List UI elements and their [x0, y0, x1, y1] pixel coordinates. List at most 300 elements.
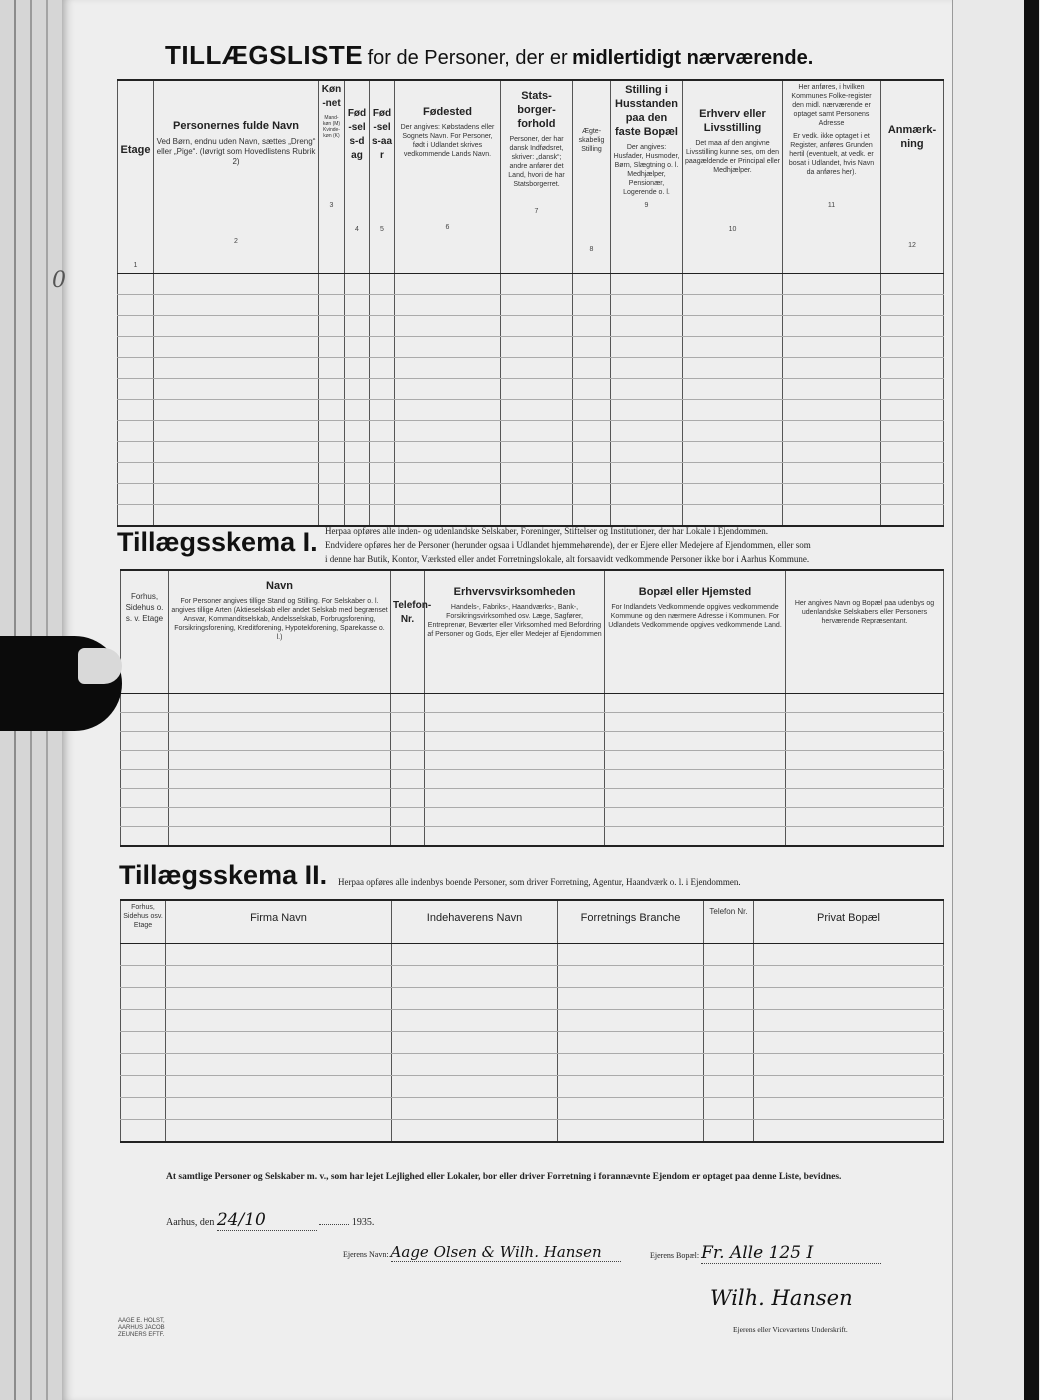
empty-cell [395, 484, 501, 505]
table-row [118, 484, 944, 505]
empty-cell [573, 379, 611, 400]
empty-cell [754, 1032, 944, 1054]
empty-cell [605, 827, 786, 847]
empty-cell [370, 316, 395, 337]
empty-cell [501, 358, 573, 379]
empty-cell [425, 770, 605, 789]
owner-label: Ejerens Navn: [343, 1250, 389, 1259]
empty-cell [783, 484, 881, 505]
empty-cell [754, 1076, 944, 1098]
empty-cell [370, 463, 395, 484]
empty-cell [345, 337, 370, 358]
empty-cell [573, 505, 611, 527]
col-etage-s3: Forhus, Sidehus osv. Etage [121, 900, 166, 944]
empty-cell [154, 505, 319, 527]
empty-cell [611, 295, 683, 316]
empty-cell [783, 400, 881, 421]
binding-shadow [1024, 0, 1039, 1400]
empty-cell [118, 295, 154, 316]
table-row [121, 1032, 944, 1054]
empty-cell [611, 421, 683, 442]
section2-intro: Herpaa opføres alle inden- og udenlandske Selskaber, Foreninger, Stiftelser og Institutioner, der har Lokale i Ejendommen. Endvidere opføres her de Personer (herunder ogsaa i Udlandet hjemmehørende), der er Ejere eller Medejere af Ejendommen, eller som i denne har Butik, Kontor, Værksted eller andet Forretningslokale, alt forsaavidt vedkommende Personer ikke bor i Aarhus Kommune. [325, 526, 811, 564]
section1-table [117, 79, 944, 527]
empty-cell [501, 463, 573, 484]
empty-cell [754, 966, 944, 988]
empty-cell [345, 295, 370, 316]
declaration-text: At samtlige Personer og Selskaber m. v., som har lejet Lejlighed eller Lokaler, bor eller driver Forretning i forannævnte Ejendom er optaget paa denne Liste, bevidnes. [166, 1172, 842, 1182]
empty-cell [501, 400, 573, 421]
empty-cell [573, 484, 611, 505]
empty-cell [370, 358, 395, 379]
empty-cell [881, 442, 944, 463]
empty-cell [395, 358, 501, 379]
empty-cell [786, 789, 944, 808]
empty-cell [121, 1076, 166, 1098]
empty-cell [392, 988, 558, 1010]
scanner-thumbnail-highlight [78, 648, 122, 684]
empty-cell [605, 694, 786, 713]
empty-cell [611, 358, 683, 379]
empty-cell [786, 808, 944, 827]
empty-cell [121, 1054, 166, 1076]
empty-cell [166, 944, 392, 966]
empty-cell [754, 1010, 944, 1032]
empty-cell [118, 505, 154, 527]
empty-cell [169, 713, 391, 732]
empty-cell [704, 1032, 754, 1054]
empty-cell [370, 379, 395, 400]
section1-title: TILLÆGSLISTE for de Personer, der er midlertidigt nærværende. [165, 40, 814, 70]
empty-cell [166, 1098, 392, 1120]
empty-cell [558, 966, 704, 988]
col-indehaver: Indehaverens Navn [392, 900, 558, 944]
empty-cell [558, 1120, 704, 1143]
table-row [121, 1120, 944, 1143]
empty-cell [704, 988, 754, 1010]
empty-cell [704, 1076, 754, 1098]
table-row [121, 1054, 944, 1076]
signature-handwritten: Wilh. Hansen [710, 1286, 853, 1310]
col-telefon-s2: Telefon-Nr. [391, 570, 425, 694]
empty-cell [783, 295, 881, 316]
col-foedselsaar: Fød-sels-aar 5 [370, 80, 395, 274]
empty-cell [783, 274, 881, 295]
empty-cell [345, 358, 370, 379]
empty-cell [425, 694, 605, 713]
empty-cell [118, 316, 154, 337]
empty-cell [786, 770, 944, 789]
empty-cell [319, 442, 345, 463]
empty-cell [319, 295, 345, 316]
empty-cell [683, 442, 783, 463]
empty-cell [392, 944, 558, 966]
empty-cell [573, 463, 611, 484]
empty-cell [395, 337, 501, 358]
empty-cell [154, 337, 319, 358]
empty-cell [392, 1010, 558, 1032]
empty-cell [169, 694, 391, 713]
empty-cell [425, 808, 605, 827]
empty-cell [121, 808, 169, 827]
empty-cell [501, 274, 573, 295]
year-label: 1935. [351, 1217, 375, 1228]
empty-cell [395, 295, 501, 316]
empty-cell [573, 358, 611, 379]
empty-cell [611, 274, 683, 295]
stray-mark: 0 [52, 268, 66, 293]
empty-cell [166, 966, 392, 988]
empty-cell [319, 400, 345, 421]
table-row [121, 944, 944, 966]
empty-cell [786, 713, 944, 732]
empty-cell [392, 1032, 558, 1054]
empty-cell [786, 827, 944, 847]
empty-cell [391, 732, 425, 751]
empty-cell [154, 274, 319, 295]
empty-cell [501, 442, 573, 463]
empty-cell [395, 463, 501, 484]
empty-cell [558, 1010, 704, 1032]
empty-cell [683, 337, 783, 358]
empty-cell [319, 316, 345, 337]
empty-cell [881, 505, 944, 527]
empty-cell [391, 751, 425, 770]
empty-cell [573, 442, 611, 463]
empty-cell [345, 463, 370, 484]
table-row [118, 295, 944, 316]
empty-cell [786, 732, 944, 751]
empty-cell [121, 944, 166, 966]
col-stilling: Stilling i Husstanden paa den faste Bopæl Der angives: Husfader, Husmoder, Børn, Slægtning o. l. Medhjælper, Pensionær, Logerende o. l. 9 [611, 80, 683, 274]
empty-cell [754, 988, 944, 1010]
col-navn: Personernes fulde Navn Ved Børn, endnu uden Navn, sættes „Dreng“ eller „Pige“. (Iøvrigt som Hovedlistens Rubrik 2) 2 [154, 80, 319, 274]
section2-table [120, 569, 944, 847]
empty-cell [683, 421, 783, 442]
empty-cell [121, 1010, 166, 1032]
empty-cell [395, 379, 501, 400]
empty-cell [392, 1098, 558, 1120]
empty-cell [395, 421, 501, 442]
empty-cell [425, 732, 605, 751]
empty-cell [395, 274, 501, 295]
col-aegteskab: Ægte-skabelig Stilling 8 [573, 80, 611, 274]
empty-cell [118, 274, 154, 295]
empty-cell [425, 789, 605, 808]
col-erhverv: Erhverv eller Livsstilling Det maa af den angivne Livsstilling kunne ses, om den paagældende er Principal eller Medhjælper. 10 [683, 80, 783, 274]
empty-cell [345, 316, 370, 337]
empty-cell [395, 400, 501, 421]
empty-cell [391, 770, 425, 789]
empty-cell [345, 442, 370, 463]
table-row [118, 274, 944, 295]
table-row [121, 789, 944, 808]
empty-cell [166, 1032, 392, 1054]
address-line [650, 1243, 881, 1264]
empty-cell [683, 274, 783, 295]
empty-cell [154, 400, 319, 421]
col-bopael-s2: Bopæl eller Hjemsted For Indlandets Vedkommende opgives vedkommende Kommune og den nærmere Adresse i Kommunen. For Udlandets Vedkommende opgives vedkommende Land. [605, 570, 786, 694]
empty-cell [881, 337, 944, 358]
section3-title: Tillægsskema II. [119, 860, 328, 890]
col-navn-s2: Navn For Personer angives tillige Stand og Stilling. For Selskaber o. l. angives tillige Arten (Aktieselskab eller andet Selskab med begrænset Ansvar, Kommanditselskab, Andelsselskab, Forbrugsforening, Forsikringsforening, Kreditforening, Hypotekforening, Sparekasse o. l.) [169, 570, 391, 694]
col-repraesentant: Her angives Navn og Bopæl paa udenbys og udenlandske Selskabers eller Personers herværende Repræsentant. [786, 570, 944, 694]
signature-caption: Ejerens eller Viceværtens Underskrift. [733, 1325, 848, 1334]
empty-cell [121, 694, 169, 713]
empty-cell [605, 808, 786, 827]
table-row [121, 770, 944, 789]
empty-cell [881, 274, 944, 295]
address-label: Ejerens Bopæl: [650, 1251, 700, 1260]
empty-cell [573, 295, 611, 316]
section3-intro: Herpaa opføres alle indenbys boende Personer, som driver Forretning, Agentur, Haandværk o. l. i Ejendommen. [338, 877, 741, 887]
empty-cell [501, 337, 573, 358]
empty-cell [345, 484, 370, 505]
empty-cell [121, 1120, 166, 1143]
empty-cell [121, 966, 166, 988]
empty-cell [169, 808, 391, 827]
empty-cell [611, 379, 683, 400]
empty-cell [605, 789, 786, 808]
empty-cell [754, 944, 944, 966]
empty-cell [501, 316, 573, 337]
empty-cell [501, 484, 573, 505]
empty-cell [704, 1054, 754, 1076]
empty-cell [683, 295, 783, 316]
empty-cell [425, 827, 605, 847]
empty-cell [425, 713, 605, 732]
empty-cell [395, 316, 501, 337]
empty-cell [611, 337, 683, 358]
empty-cell [558, 1098, 704, 1120]
empty-cell [611, 484, 683, 505]
empty-cell [154, 442, 319, 463]
empty-cell [319, 421, 345, 442]
col-privat-bopael: Privat Bopæl [754, 900, 944, 944]
empty-cell [169, 789, 391, 808]
table-row [121, 827, 944, 847]
section3-table [120, 899, 944, 1143]
empty-cell [395, 442, 501, 463]
empty-cell [573, 421, 611, 442]
empty-cell [881, 400, 944, 421]
empty-cell [118, 379, 154, 400]
empty-cell [319, 463, 345, 484]
printer-imprint: AAGE E. HOLST, AARHUS JACOB ZEUNERS EFTF. [118, 1318, 165, 1338]
empty-cell [121, 827, 169, 847]
empty-cell [501, 421, 573, 442]
empty-cell [501, 505, 573, 527]
empty-cell [611, 316, 683, 337]
table-row [121, 694, 944, 713]
empty-cell [118, 358, 154, 379]
col-koen: Køn-net Mand-køn (M) Kvinde-køn (K) 3 [319, 80, 345, 274]
empty-cell [121, 1098, 166, 1120]
empty-cell [121, 732, 169, 751]
empty-cell [605, 732, 786, 751]
empty-cell [881, 463, 944, 484]
empty-cell [154, 316, 319, 337]
table-row [118, 379, 944, 400]
table-row [121, 966, 944, 988]
empty-cell [154, 463, 319, 484]
empty-cell [319, 505, 345, 527]
empty-cell [683, 358, 783, 379]
empty-cell [573, 316, 611, 337]
table-row [121, 1098, 944, 1120]
empty-cell [704, 1120, 754, 1143]
empty-cell [783, 421, 881, 442]
empty-cell [118, 484, 154, 505]
address-handwritten: Fr. Alle 125 I [701, 1243, 881, 1264]
empty-cell [558, 1054, 704, 1076]
empty-cell [166, 988, 392, 1010]
empty-cell [319, 358, 345, 379]
table-row [121, 732, 944, 751]
empty-cell [370, 421, 395, 442]
empty-cell [392, 966, 558, 988]
col-folkeregister: Her anføres, i hvilken Kommunes Folke-register den midl. nærværende er optaget samt Personens Adresse Er vedk. ikke optaget i et Register, anføres Grunden hertil (eventuelt, at vedk. er bosat i Udlandet, hvis Navn da anføres her). 11 [783, 80, 881, 274]
col-anmaerkning: Anmærk-ning 12 [881, 80, 944, 274]
col-telefon-s3: Telefon Nr. [704, 900, 754, 944]
empty-cell [881, 484, 944, 505]
empty-cell [391, 713, 425, 732]
empty-cell [611, 442, 683, 463]
empty-cell [683, 463, 783, 484]
empty-cell [558, 988, 704, 1010]
empty-cell [605, 751, 786, 770]
empty-cell [169, 770, 391, 789]
empty-cell [611, 463, 683, 484]
empty-cell [683, 316, 783, 337]
empty-cell [319, 484, 345, 505]
table-row [118, 400, 944, 421]
col-etage-s2: Forhus, Sidehus o. s. v. Etage [121, 570, 169, 694]
empty-cell [881, 358, 944, 379]
empty-cell [558, 1076, 704, 1098]
empty-cell [683, 505, 783, 527]
empty-cell [121, 751, 169, 770]
empty-cell [370, 295, 395, 316]
empty-cell [169, 827, 391, 847]
empty-cell [121, 988, 166, 1010]
empty-cell [783, 463, 881, 484]
empty-cell [754, 1120, 944, 1143]
empty-cell [611, 505, 683, 527]
empty-cell [754, 1054, 944, 1076]
empty-cell [425, 751, 605, 770]
empty-cell [319, 337, 345, 358]
empty-cell [169, 732, 391, 751]
empty-cell [786, 694, 944, 713]
empty-cell [370, 442, 395, 463]
empty-cell [154, 421, 319, 442]
table-row [121, 1076, 944, 1098]
empty-cell [118, 421, 154, 442]
empty-cell [370, 400, 395, 421]
date-handwritten: 24/10 [217, 1210, 317, 1231]
section2-title: Tillægsskema I. [117, 527, 318, 557]
empty-cell [166, 1054, 392, 1076]
empty-cell [154, 358, 319, 379]
col-erhvervsvirksomhed: Erhvervsvirksomheden Handels-, Fabriks-, Haandværks-, Bank-, Forsikringsvirksomhed osv. Læge, Sagfører, Entreprenør, Beværter eller Virksomhed med Befordring af Personer og Gods, Ejer eller Medejer af Ejendommen [425, 570, 605, 694]
empty-cell [121, 789, 169, 808]
col-foedselsdag: Fød-sels-dag 4 [345, 80, 370, 274]
empty-cell [881, 295, 944, 316]
table-row [121, 808, 944, 827]
empty-cell [392, 1054, 558, 1076]
empty-cell [683, 484, 783, 505]
empty-cell [391, 694, 425, 713]
empty-cell [683, 379, 783, 400]
empty-cell [121, 713, 169, 732]
empty-cell [683, 400, 783, 421]
empty-cell [392, 1076, 558, 1098]
empty-cell [611, 400, 683, 421]
table-row [118, 505, 944, 527]
empty-cell [345, 505, 370, 527]
empty-cell [118, 442, 154, 463]
table-row [118, 442, 944, 463]
empty-cell [783, 316, 881, 337]
empty-cell [558, 944, 704, 966]
empty-cell [391, 827, 425, 847]
empty-cell [391, 808, 425, 827]
empty-cell [395, 505, 501, 527]
empty-cell [154, 484, 319, 505]
empty-cell [345, 421, 370, 442]
col-branche: Forretnings Branche [558, 900, 704, 944]
empty-cell [783, 379, 881, 400]
empty-cell [704, 1098, 754, 1120]
empty-cell [392, 1120, 558, 1143]
empty-cell [166, 1076, 392, 1098]
empty-cell [121, 770, 169, 789]
col-etage: Etage 1 [118, 80, 154, 274]
empty-cell [166, 1010, 392, 1032]
table-row [118, 463, 944, 484]
empty-cell [881, 316, 944, 337]
empty-cell [345, 379, 370, 400]
empty-cell [154, 295, 319, 316]
empty-cell [370, 337, 395, 358]
empty-cell [166, 1120, 392, 1143]
table-row [118, 421, 944, 442]
table-row [118, 316, 944, 337]
owner-line [343, 1243, 621, 1262]
empty-cell [881, 379, 944, 400]
empty-cell [370, 274, 395, 295]
empty-cell [783, 505, 881, 527]
empty-cell [573, 400, 611, 421]
col-foedested: Fødested Der angives: Købstadens eller Sognets Navn. For Personer, født i Udlandet skrives vedkommende Lands Navn. 6 [395, 80, 501, 274]
empty-cell [881, 421, 944, 442]
empty-cell [169, 751, 391, 770]
empty-cell [783, 442, 881, 463]
place-label: Aarhus, den [166, 1217, 215, 1228]
empty-cell [573, 337, 611, 358]
empty-cell [370, 505, 395, 527]
empty-cell [704, 966, 754, 988]
empty-cell [345, 400, 370, 421]
empty-cell [121, 1032, 166, 1054]
table-row [121, 751, 944, 770]
empty-cell [501, 295, 573, 316]
empty-cell [704, 1010, 754, 1032]
empty-cell [754, 1098, 944, 1120]
empty-cell [154, 379, 319, 400]
empty-cell [501, 379, 573, 400]
table-row [118, 337, 944, 358]
